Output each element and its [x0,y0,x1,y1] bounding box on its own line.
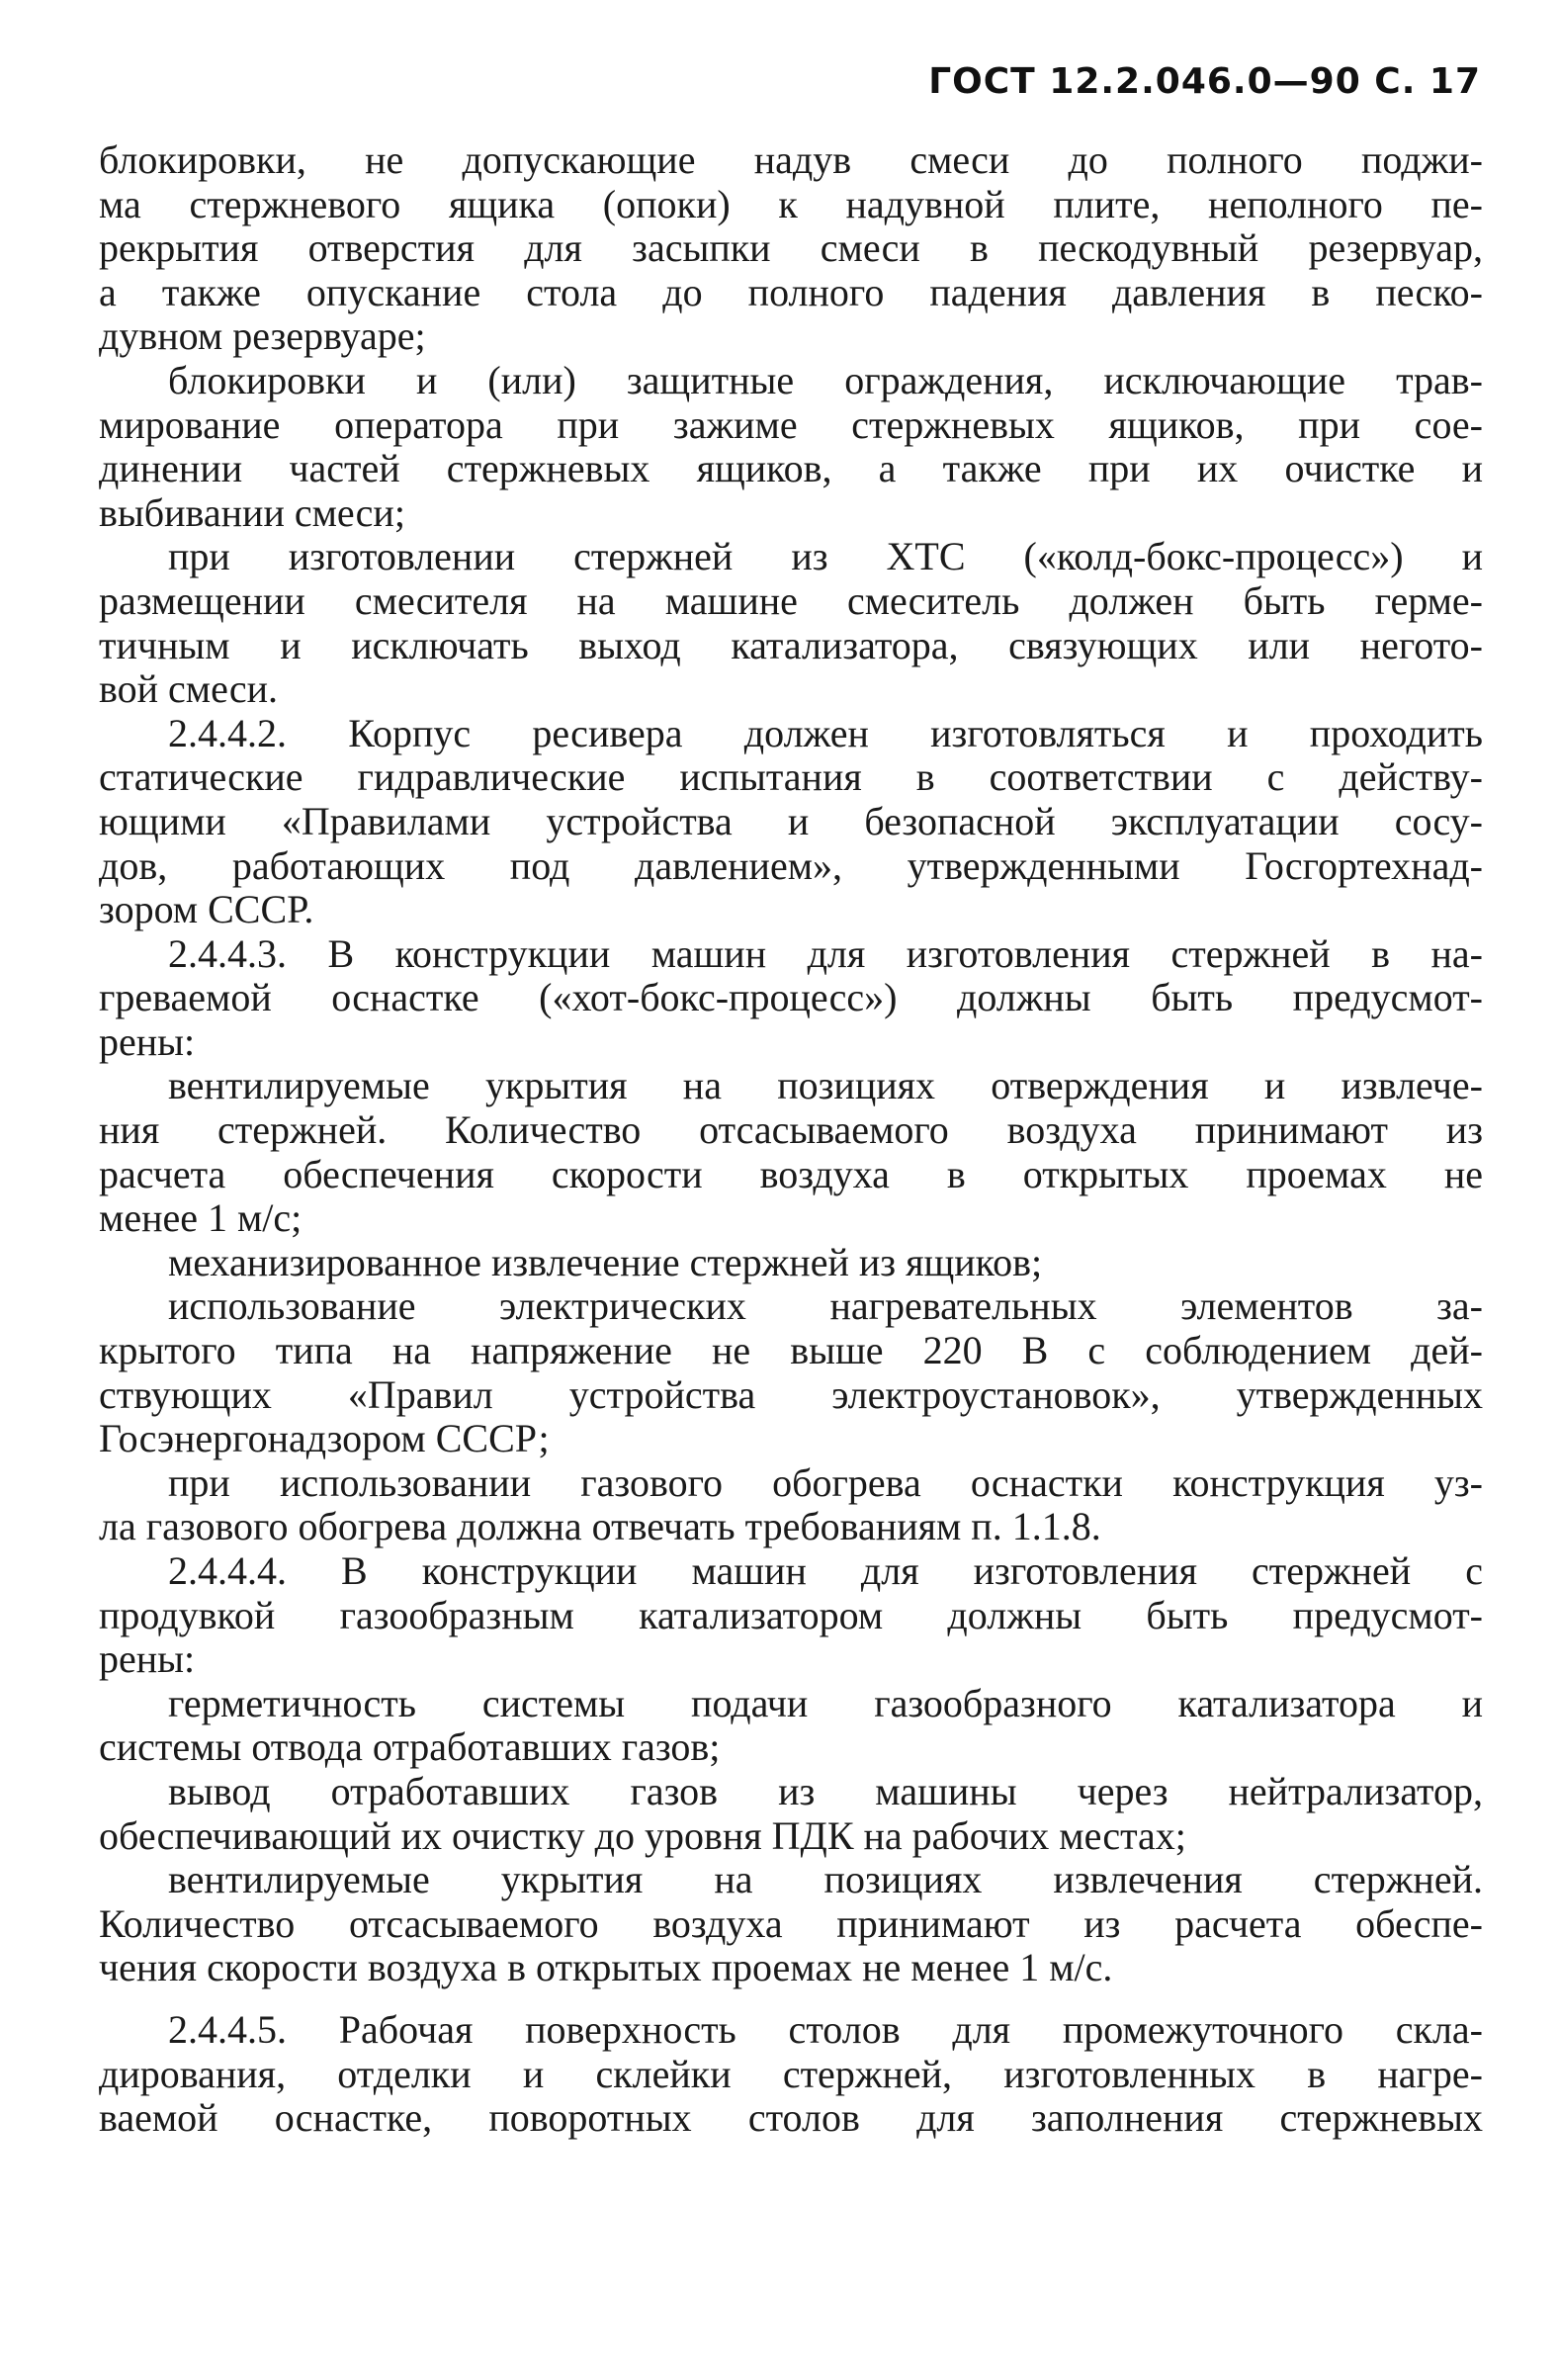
text-line: крытого типа на напряжение не выше 220 В с соблюдением дей- [99,1328,1483,1373]
text-line: чения скорости воздуха в открытых проемах не менее 1 м/с. [99,1945,1113,1990]
text-line: вентилируемые укрытия на позициях извлечения стержней. [168,1857,1483,1902]
text-line: ствующих «Правил устройства электроустановок», утвержденных [99,1371,1483,1417]
text-line: зором СССР. [99,887,314,932]
text-line: мирование оператора при зажиме стержневых ящиков, при сое- [99,401,1483,447]
text-line: ма стержневого ящика (опоки) к надувной плите, неполного пе- [99,181,1483,226]
text-line: 2.4.4.4. В конструкции машин для изготовления стержней с [168,1548,1483,1593]
text-line: продувкой газообразным катализатором должны быть предусмот- [99,1592,1483,1637]
text-line: при использовании газового обогрева оснастки конструкция уз- [168,1459,1483,1505]
text-line: обеспечивающий их очистку до уровня ПДК на рабочих местах; [99,1812,1186,1858]
text-line: рены: [99,1018,196,1064]
text-line: ваемой оснастке, поворотных столов для заполнения стержневых [99,2095,1483,2141]
text-line: размещении смесителя на машине смеситель должен быть герме- [99,577,1483,623]
text-line: рекрытия отверстия для засыпки смеси в пескодувный резервуар, [99,225,1483,271]
text-line: дов, работающих под давлением», утвержденными Госгортехнад- [99,842,1483,888]
text-line: расчета обеспечения скорости воздуха в открытых проемах не [99,1151,1483,1196]
page-header: ГОСТ 12.2.046.0—90 С. 17 [928,61,1481,102]
text-line: вой смеси. [99,666,278,712]
text-line: ния стержней. Количество отсасываемого воздуха принимают из [99,1107,1483,1153]
text-line: дирования, отделки и склейки стержней, изготовленных в нагре- [99,2051,1483,2096]
text-line: а также опускание стола до полного падения давления в песко- [99,269,1483,314]
text-line: 2.4.4.5. Рабочая поверхность столов для промежуточного скла- [168,2006,1483,2052]
text-line: блокировки, не допускающие надув смеси до полного поджи- [99,137,1483,182]
text-line: герметичность системы подачи газообразного катализатора и [168,1680,1483,1725]
text-line: менее 1 м/с; [99,1195,303,1241]
text-line: механизированное извлечение стержней из ящиков; [168,1239,1043,1284]
text-line: рены: [99,1636,196,1682]
text-line: 2.4.4.3. В конструкции машин для изготовления стержней в на- [168,930,1483,976]
paragraph-gap [99,1990,1483,2008]
text-line: ющими «Правилами устройства и безопасной эксплуатации сосу- [99,798,1483,843]
text-line: тичным и исключать выход катализатора, связующих или негото- [99,622,1483,667]
body-text [99,138,1483,2141]
text-line: вывод отработавших газов из машины через нейтрализатор, [168,1768,1483,1813]
text-line: блокировки и (или) защитные ограждения, исключающие трав- [168,357,1483,402]
text-line: выбивании смеси; [99,489,405,535]
text-line: использование электрических нагревательных элементов за- [168,1283,1483,1329]
text-line: греваемой оснастке («хот-бокс-процесс») должны быть предусмот- [99,975,1483,1020]
text-line: 2.4.4.2. Корпус ресивера должен изготовляться и проходить [168,710,1483,755]
text-line: динении частей стержневых ящиков, а также при их очистке и [99,446,1483,491]
text-line: вентилируемые укрытия на позициях отверждения и извлече- [168,1063,1483,1108]
text-line: Количество отсасываемого воздуха принимают из расчета обеспе- [99,1900,1483,1946]
text-line: ла газового обогрева должна отвечать требованиям п. 1.1.8. [99,1504,1101,1549]
text-line: статические гидравлические испытания в соответствии с действу- [99,754,1483,800]
text-line: дувном резервуаре; [99,313,426,359]
text-line: системы отвода отработавших газов; [99,1724,721,1770]
text-line: Госэнергонадзором СССР; [99,1416,550,1461]
text-line: при изготовлении стержней из ХТС («колд-бокс-процесс») и [168,534,1483,579]
